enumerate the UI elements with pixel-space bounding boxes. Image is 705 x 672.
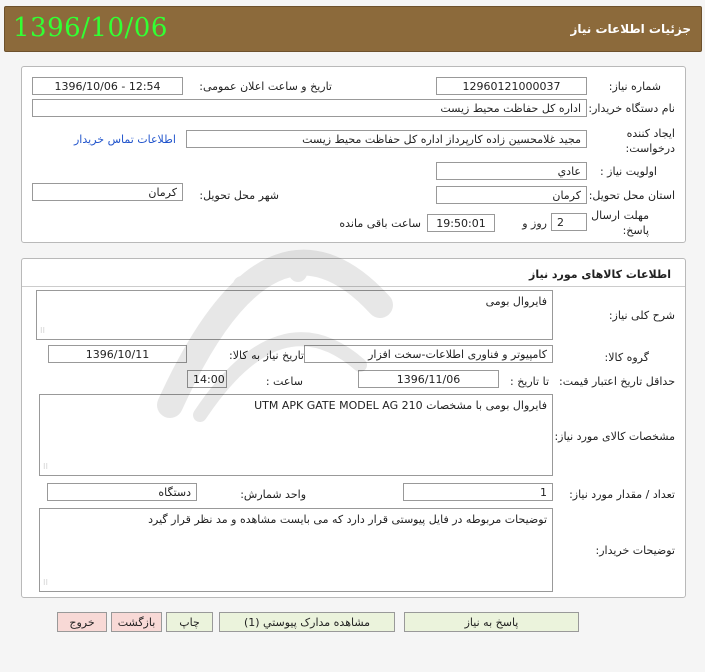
exit-button[interactable]: خروج [57, 612, 107, 632]
qty-label: تعداد / مقدار مورد نیاز: [569, 488, 675, 501]
need-number-label: شماره نیاز: [608, 80, 661, 93]
summary-field[interactable] [36, 290, 553, 340]
need-date-label: تاریخ نیاز به کالا: [229, 349, 304, 362]
province-label: استان محل تحویل: [588, 189, 675, 202]
resize-grip-icon[interactable]: ⁝⁝ [43, 462, 49, 471]
header-date: 1396/10/06 [13, 13, 168, 43]
notes-text: توضیحات مربوطه در فایل پیوستی قرار دارد که می بایست مشاهده و مد نظر قرار گیرد [148, 513, 547, 526]
need-number-field[interactable]: 12960121000037 [436, 77, 587, 95]
announce-label: تاریخ و ساعت اعلان عمومی: [199, 80, 332, 93]
goods-panel [21, 258, 686, 598]
city-field[interactable]: کرمان [32, 183, 183, 201]
summary-text: فایروال بومی [485, 295, 547, 308]
spec-text: فایروال بومی با مشخصات UTM APK GATE MODEL AG 210 [254, 399, 547, 412]
province-field[interactable]: کرمان [436, 186, 587, 204]
notes-label: توضیحات خریدار: [595, 544, 675, 557]
attachments-button[interactable]: مشاهده مدارک پیوستي (1) [219, 612, 395, 632]
section-title: اطلاعات کالاهای مورد نیاز [529, 268, 671, 281]
need-info-panel [21, 66, 686, 243]
until-date-field[interactable]: 1396/11/06 [358, 370, 499, 388]
remaining-label: ساعت باقی مانده [339, 217, 421, 230]
print-button[interactable]: چاپ [166, 612, 213, 632]
creator-label-1: ایجاد کننده [626, 127, 675, 140]
summary-label: شرح کلی نیاز: [608, 309, 675, 322]
creator-label-2: درخواست: [625, 142, 675, 155]
days-and-label: روز و [522, 217, 547, 230]
spec-field[interactable] [39, 394, 553, 476]
validity-label: حداقل تاریخ اعتبار قیمت: [559, 375, 675, 388]
back-button[interactable]: بازگشت [111, 612, 162, 632]
creator-field[interactable]: مجید غلامحسین زاده کارپرداز اداره کل حفاظت محیط زیست [186, 130, 587, 148]
deadline-label-1: مهلت ارسال [591, 209, 649, 222]
time-field[interactable]: 14:00 [187, 370, 227, 388]
priority-label: اولویت نیاز : [599, 165, 657, 178]
contact-buyer-link[interactable]: اطلاعات تماس خریدار [74, 133, 176, 146]
need-date-field[interactable]: 1396/10/11 [48, 345, 187, 363]
time-label: ساعت : [265, 375, 303, 388]
reply-button[interactable]: پاسخ به نیاز [404, 612, 579, 632]
deadline-days-field[interactable]: 2 [551, 213, 587, 231]
unit-field[interactable]: دستگاه [47, 483, 197, 501]
spec-label: مشخصات کالای مورد نیاز: [554, 430, 675, 443]
priority-field[interactable]: عادي [436, 162, 587, 180]
action-bar [0, 612, 705, 634]
section-divider [22, 286, 685, 287]
buyer-org-field[interactable]: اداره کل حفاظت محیط زیست [32, 99, 587, 117]
city-label: شهر محل تحویل: [199, 189, 279, 202]
unit-label: واحد شمارش: [240, 488, 306, 501]
buyer-org-label: نام دستگاه خریدار: [588, 102, 675, 115]
announce-field[interactable]: 1396/10/06 - 12:54 [32, 77, 183, 95]
group-field[interactable]: کامپیوتر و فناوری اطلاعات-سخت افزار [304, 345, 553, 363]
until-date-label: تا تاریخ : [510, 375, 549, 388]
resize-grip-icon[interactable]: ⁝⁝ [40, 326, 46, 335]
deadline-time-field[interactable]: 19:50:01 [427, 214, 495, 232]
qty-field[interactable]: 1 [403, 483, 553, 501]
group-label: گروه کالا: [604, 351, 649, 364]
notes-field[interactable] [39, 508, 553, 592]
page-header [4, 6, 702, 52]
resize-grip-icon[interactable]: ⁝⁝ [43, 578, 49, 587]
page-title: جزئیات اطلاعات نیاز [570, 22, 691, 36]
deadline-label-2: پاسخ: [622, 224, 649, 237]
